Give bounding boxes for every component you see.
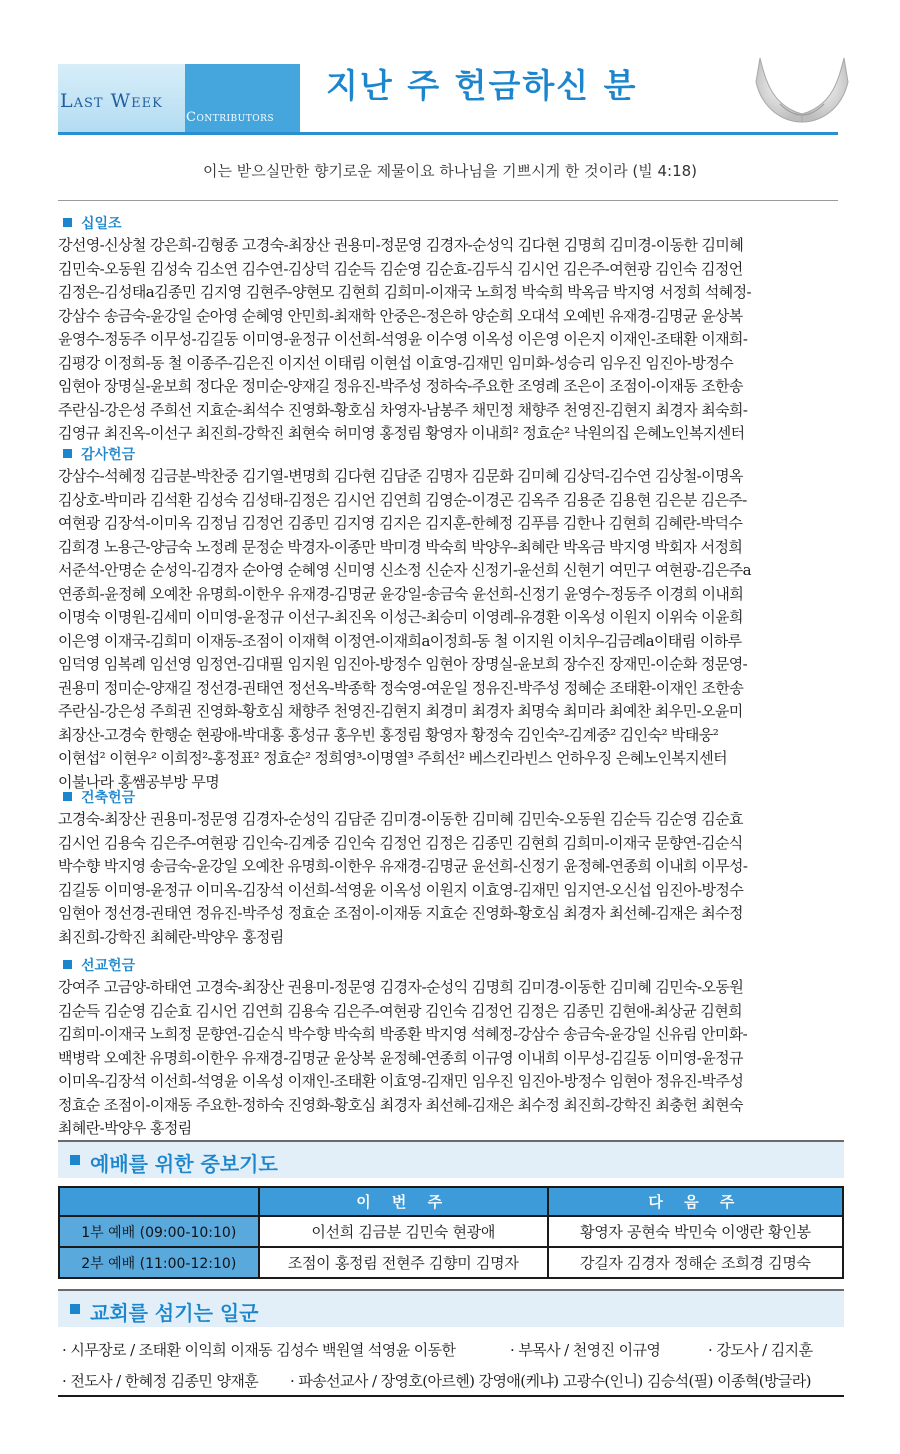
names-line: 김평강 이정희-동 철 이종주-김은진 이지선 이태림 이현섭 이효영-김재민 임미화-성승리 임우진 임진아-방정수 [58, 353, 734, 372]
names-line: 임현아 장명실-윤보희 정다운 정미순-양재길 정유진-박주성 정하숙-주요한 조영례 조은이 조점이-이재동 조한송 [58, 377, 743, 395]
section-building [58, 788, 838, 949]
names-line: 서준석-안명순 순성익-김경자 순아영 순혜영 신미영 신소정 신순자 신정기-윤선희 신현기 여민구 여현광-김은주a [58, 561, 751, 579]
offering-hands-icon [752, 52, 852, 132]
next-week-cell: 강길자 김경자 정해순 조희경 김명숙 [548, 1247, 843, 1278]
staff-associate-pastor: · 부목사 / 천영진 이규영 [510, 1341, 661, 1359]
names-line: 이현섭² 이현우² 이희정²-홍정표² 정효순² 정희영³-이명열³ 주희선² 베스킨라빈스 언하우징 은혜노인복지센터 [58, 749, 727, 767]
section-tithe [58, 214, 838, 446]
names-line: 김순득 김순영 김순효 김시언 김연희 김용숙 김은주-여현광 김인숙 김정언 김정은 김종민 김현애-최상균 김현희 [58, 1001, 743, 1020]
section-heading [58, 788, 838, 808]
verse-divider [58, 200, 838, 201]
names-line: 김길동 이미영-윤정규 이미옥-김장석 이선희-석영윤 이옥성 이원지 이효영-김재민 임지연-오신섭 임진아-방정수 [58, 880, 744, 899]
names-line: 강삼수-석혜정 김금분-박찬중 김기열-변명희 김다현 김담준 김명자 김문화 김미혜 김상덕-김수연 김상철-이명옥 [58, 467, 743, 485]
names-line: 임현아 정선경-권태연 정유진-박주성 정효순 조점이-이재동 지효순 진영화-황호심 최경자 최선혜-김재은 최수정 [58, 904, 743, 922]
prayer-heading-bar [58, 1140, 844, 1178]
section-heading-label: 십일조 [81, 216, 122, 232]
table-row [59, 1216, 843, 1247]
names-line: 최진희-강학진 최혜란-박양우 홍정림 [58, 927, 284, 946]
section-heading [58, 214, 838, 234]
names-list [58, 465, 838, 794]
service-time-cell: 1부 예배 (09:00-10:10) [59, 1216, 259, 1247]
names-line: 정효순 조점이-이재동 주요한-정하숙 진영화-황호심 최경자 최선혜-김재은 최수정 최진희-강학진 최충헌 최현숙 [58, 1095, 743, 1114]
staff-row [58, 1335, 844, 1366]
section-heading [58, 445, 838, 465]
names-line: 이미옥-김장석 이선희-석영윤 이옥성 이재인-조태환 이효영-김재민 임우진 임진아-방정수 임현아 정유진-박주성 [58, 1072, 744, 1090]
names-line: 권용미 정미순-양재길 정선경-권태연 정선옥-박종학 정숙영-여운일 정유진-박주성 정혜순 조태환-이재인 조한송 [58, 678, 744, 697]
names-line: 주란심-강은성 주희선 지효순-최석수 진영화-황호심 차영자-남봉주 채민정 채향주 천영진-김현지 최경자 최숙희- [58, 400, 748, 419]
names-list [58, 234, 838, 446]
section-mission [58, 956, 838, 1141]
names-line: 백병락 오예찬 유명희-이한우 유재경-김명균 윤상복 윤정혜-연종희 이규영 이내희 이무성-김길동 이미영-윤정규 [58, 1048, 743, 1067]
names-line: 임덕영 임복례 임선영 임정연-김대필 임지원 임진아-방정수 임현아 장명실-윤보희 장수진 장재민-이순화 정문영- [58, 655, 748, 673]
this-week-cell: 이선희 김금분 김민숙 현광애 [259, 1216, 548, 1247]
header-blank-cell [59, 1187, 259, 1216]
square-bullet-icon [63, 960, 72, 969]
names-line: 김희미-이재국 노희정 문향연-김순식 박수향 박숙희 박종환 박지영 석혜정-강삼수 송금숙-윤강일 신유림 안미화- [58, 1025, 748, 1043]
names-line: 김영규 최진옥-이선구 최진희-강학진 최현숙 허미영 홍정림 황영자 이내희² 정효순² 낙원의집 은혜노인복지센터 [58, 424, 745, 442]
header-this-week: 이 번 주 [259, 1187, 548, 1216]
names-line: 최혜란-박양우 홍정림 [58, 1119, 192, 1137]
page-title: 지난 주 헌금하신 분 [326, 66, 638, 105]
section-heading-label: 감사헌금 [81, 447, 136, 463]
names-line: 윤영수-정동주 이무성-김길동 이미영-윤정규 이선희-석영윤 이수영 이옥성 이은영 이은지 이재인-조태환 이재희- [58, 330, 748, 348]
scripture-verse: 이는 받으실만한 향기로운 제물이요 하나님을 기쁘시게 한 것이라 (빌 4:18) [202, 162, 698, 180]
names-line: 강선영-신상철 강은희-김형종 고경숙-최장산 권용미-정문영 김경자-순성익 김다현 김명희 김미경-이동한 김미혜 [58, 236, 744, 254]
names-line: 주란심-강은성 주희권 진영화-황호심 채향주 천영진-김현지 최경미 최경자 최명숙 최미라 최예찬 최우민-오윤미 [58, 702, 743, 720]
square-bullet-icon [63, 218, 72, 227]
logo-contributors: Contributors [186, 110, 275, 125]
staff-row [58, 1366, 844, 1397]
staff-preachers: · 전도사 / 한혜정 김종민 양재훈 [62, 1372, 259, 1390]
staff-bottom-rule [58, 1395, 844, 1397]
header-rule [58, 132, 838, 135]
square-bullet-icon [70, 1155, 80, 1165]
square-bullet-icon [70, 1304, 80, 1314]
names-line: 여현광 김장석-이미옥 김정님 김정언 김종민 김지영 김지은 김지훈-한혜정 김푸름 김한나 김현희 김혜란-박덕수 [58, 514, 743, 532]
logo-last-week: Last Week [60, 90, 163, 112]
names-line: 강삼수 송금숙-윤강일 순아영 순혜영 안민희-최재학 안중은-정은하 양순희 오대석 오예빈 유재경-김명균 윤상복 [58, 306, 743, 325]
square-bullet-icon [63, 449, 72, 458]
names-line: 김상호-박미라 김석환 김성숙 김성태-김정은 김시언 김연희 김영순-이경곤 김옥주 김용준 김용현 김은분 김은주- [58, 490, 747, 509]
section-heading [58, 956, 838, 976]
names-line: 김정은-김성태a김종민 김지영 김현주-양현모 김현희 김희미-이재국 노희정 박숙희 박옥금 박지영 서정희 석혜정- [58, 283, 751, 301]
names-line: 이불나라 홍쌤공부방 무명 [58, 772, 220, 791]
names-line: 고경숙-최장산 권용미-정문영 김경자-순성익 김담준 김미경-이동한 김미혜 김민숙-오동원 김순득 김순영 김순효 [58, 810, 743, 828]
section-heading-label: 건축헌금 [81, 790, 136, 806]
table-row [59, 1247, 843, 1278]
prayer-table [58, 1186, 844, 1279]
names-line: 연종희-윤정혜 오예찬 유명희-이한우 유재경-김명균 윤강일-송금숙 윤선희-신정기 윤영수-정동주 이경희 이내희 [58, 584, 744, 603]
prayer-table-header [59, 1187, 843, 1216]
section-heading-label: 선교헌금 [81, 958, 136, 974]
next-week-cell: 황영자 공현숙 박민숙 이앵란 황인봉 [548, 1216, 843, 1247]
names-line: 최장산-고경숙 한행순 현광애-박대홍 홍성규 홍우빈 홍정림 황영자 황정숙 김인숙²-김계중² 김인숙² 박태웅² [58, 725, 719, 744]
names-list [58, 976, 838, 1141]
names-line: 김시언 김용숙 김은주-여현광 김인숙-김계중 김인숙 김정언 김정은 김종민 김현희 김희미-이재국 문향연-김순식 [58, 833, 743, 852]
names-line: 이명숙 이명원-김세미 이미영-윤정규 이선구-최진옥 이성근-최승미 이영례-유경환 이옥성 이원지 이위숙 이윤희 [58, 608, 743, 626]
prayer-heading: 예배를 위한 중보기도 [90, 1152, 278, 1176]
names-line: 박수향 박지영 송금숙-윤강일 오예찬 유명희-이한우 유재경-김명균 윤선희-신정기 윤정혜-연종희 이내희 이무성- [58, 857, 748, 875]
this-week-cell: 조점이 홍정림 전현주 김향미 김명자 [259, 1247, 548, 1278]
staff-elders: · 시무장로 / 조태환 이익희 이재동 김성수 백원열 석영윤 이동한 [62, 1341, 456, 1359]
names-line: 김민숙-오동원 김성숙 김소연 김수연-김상덕 김순득 김순영 김순효-김두식 김시언 김은주-여현광 김인숙 김정언 [58, 259, 743, 278]
page-header [0, 0, 900, 148]
staff-list [58, 1335, 844, 1397]
names-line: 이은영 이재국-김희미 이재동-조점이 이재혁 이정연-이재희a이정희-동 철 이지원 이치우-김금례a이태림 이하루 [58, 631, 742, 650]
header-next-week: 다 음 주 [548, 1187, 843, 1216]
names-list [58, 808, 838, 949]
names-line: 김희경 노용근-양금숙 노정례 문정순 박경자-이종만 박미경 박숙희 박양우-최혜란 박옥금 박지영 박회자 서정희 [58, 537, 743, 556]
section-thanks [58, 445, 838, 794]
square-bullet-icon [63, 792, 72, 801]
names-line: 강여주 고금양-하태연 고경숙-최장산 권용미-정문영 김경자-순성익 김명희 김미경-이동한 김미혜 김민숙-오동원 [58, 978, 744, 996]
staff-evangelist: · 강도사 / 김지훈 [708, 1341, 813, 1359]
staff-heading-bar [58, 1289, 844, 1327]
staff-missionaries: · 파송선교사 / 장영호(아르헨) 강영애(케냐) 고광수(인니) 김승석(필) 이종혁(방글라) [290, 1372, 811, 1390]
service-time-cell: 2부 예배 (11:00-12:10) [59, 1247, 259, 1278]
staff-heading: 교회를 섬기는 일군 [90, 1301, 259, 1325]
